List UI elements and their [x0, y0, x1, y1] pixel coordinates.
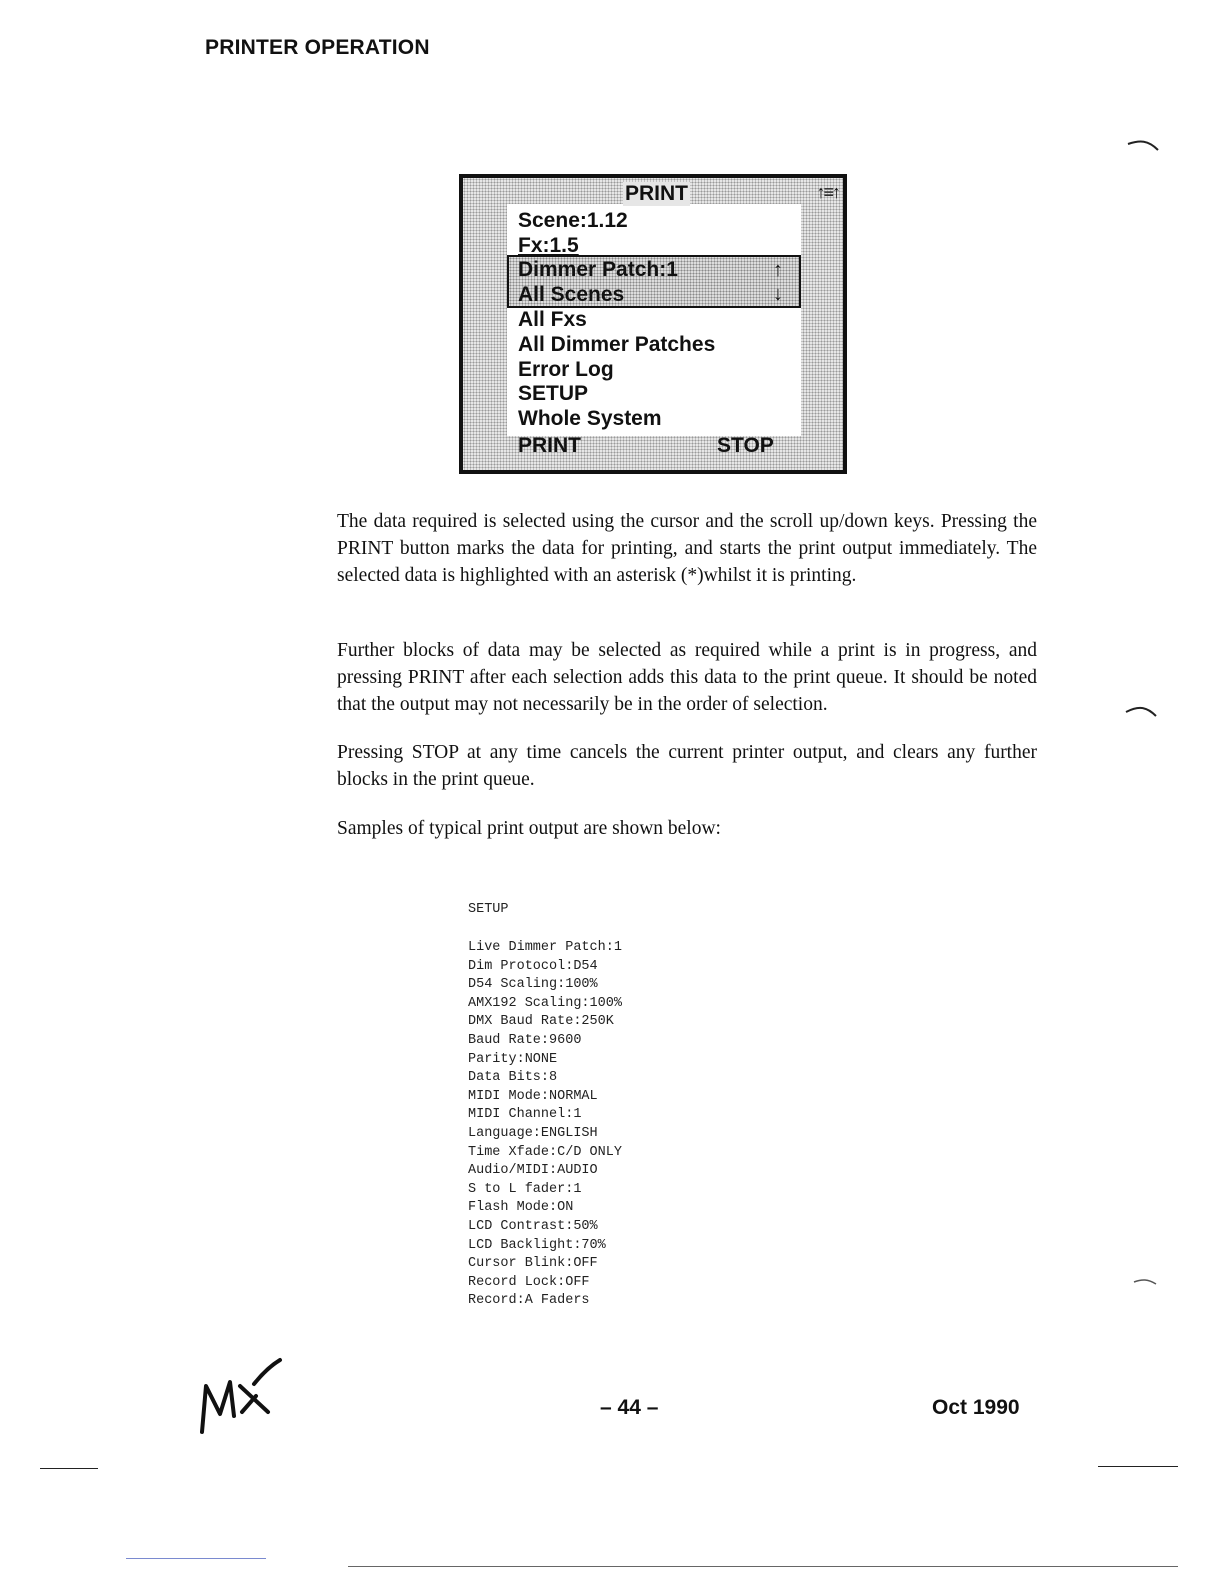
binder-mark-icon: [1126, 138, 1162, 154]
mx-logo: [196, 1356, 286, 1438]
divider: [348, 1566, 1178, 1567]
printout-line: Audio/MIDI:AUDIO: [468, 1163, 598, 1179]
printout-line: Flash Mode:ON: [468, 1200, 574, 1216]
printout-line: Cursor Blink:OFF: [468, 1256, 598, 1272]
printout-line: LCD Contrast:50%: [468, 1218, 598, 1234]
binder-mark-icon: [1124, 704, 1160, 720]
lcd-menu-item-dimmer-patch[interactable]: Dimmer Patch:1: [518, 258, 678, 281]
lcd-title: PRINT: [625, 182, 688, 205]
printout-line: Live Dimmer Patch:1: [468, 940, 622, 955]
printout-line: Dim Protocol:D54: [468, 958, 598, 974]
printout-line: Language:ENGLISH: [468, 1125, 598, 1141]
scroll-up-icon: ↑: [773, 259, 783, 281]
divider: [40, 1468, 98, 1469]
printout-title: SETUP: [468, 902, 509, 917]
publication-date: Oct 1990: [932, 1396, 1020, 1419]
lcd-print-screen: [459, 174, 847, 474]
divider: [1098, 1466, 1178, 1467]
lcd-menu-item-fx[interactable]: Fx:1.5: [518, 234, 579, 257]
printout-line: DMX Baud Rate:250K: [468, 1014, 614, 1030]
print-softkey-button[interactable]: PRINT: [518, 434, 581, 457]
printout-line: Record:A Faders: [468, 1293, 590, 1309]
lcd-scroll-indicator-icon: ↑≡↑: [816, 182, 839, 202]
stop-softkey-button[interactable]: STOP: [717, 434, 774, 457]
printout-line: Record Lock:OFF: [468, 1274, 590, 1290]
printout-line: AMX192 Scaling:100%: [468, 995, 622, 1011]
page-number: – 44 –: [600, 1396, 659, 1419]
scroll-down-icon: ↓: [773, 283, 783, 305]
printout-line: MIDI Mode:NORMAL: [468, 1088, 598, 1104]
printout-line: MIDI Channel:1: [468, 1107, 582, 1123]
printout-line: D54 Scaling:100%: [468, 977, 598, 993]
lcd-menu-item-all-dimmer-patches[interactable]: All Dimmer Patches: [518, 333, 716, 356]
printout-line: Data Bits:8: [468, 1070, 558, 1086]
printout-line: LCD Backlight:70%: [468, 1237, 606, 1253]
printout-line: Parity:NONE: [468, 1051, 558, 1067]
lcd-menu-item-scene[interactable]: Scene:1.12: [518, 209, 628, 232]
page-header-title: PRINTER OPERATION: [205, 36, 430, 59]
lcd-menu-item-setup[interactable]: SETUP: [518, 382, 589, 405]
lcd-menu-item-all-scenes[interactable]: All Scenes: [518, 283, 625, 306]
binder-mark-icon: [1132, 1276, 1160, 1288]
paragraph-samples: Samples of typical print output are shown below:: [337, 818, 721, 839]
lcd-menu-item-error-log[interactable]: Error Log: [518, 358, 614, 381]
paragraph-stop: Pressing STOP at any time cancels the current printer output, and clears any further blocks in the print queue.: [337, 742, 1037, 790]
lcd-menu-item-whole-system[interactable]: Whole System: [518, 407, 662, 430]
paragraph-queue: Further blocks of data may be selected as required while a print is in progress, and pressing PRINT after each selection adds this data to the print queue. It should be noted that the output may not necessarily be in the order of selection.: [337, 640, 1037, 715]
printout-line: S to L fader:1: [468, 1181, 582, 1197]
divider: [126, 1558, 266, 1559]
printout-line: Baud Rate:9600: [468, 1032, 582, 1048]
printout-line: Time Xfade:C/D ONLY: [468, 1144, 622, 1160]
lcd-menu-item-all-fxs[interactable]: All Fxs: [518, 308, 587, 331]
paragraph-selection: The data required is selected using the cursor and the scroll up/down keys. Pressing the PRINT button marks the data for printing, and starts the print output immediately. The selected data is highlighted with an asterisk (*)whilst it is printing.: [337, 511, 1037, 586]
printout-sample: [468, 939, 622, 1311]
